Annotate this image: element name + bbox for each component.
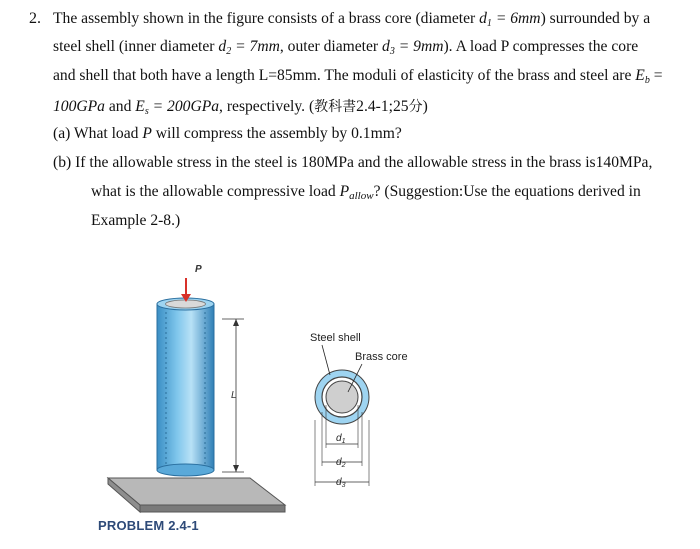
math-expression: 100GPa [53, 98, 105, 115]
length-label: L [231, 390, 237, 401]
text-segment: (b) If the allowable stress in the steel is 180MPa and the allowable stress in the brass is140MPa, [53, 154, 653, 171]
problem-number: 2. [29, 10, 41, 27]
text-segment: (a) What load [53, 125, 143, 142]
text-segment: what is the allowable compressive load [91, 183, 340, 200]
math-symbol: P [339, 183, 350, 200]
math-symbol: E [135, 98, 145, 115]
text-segment: and shell that both have a length L=85mm. The moduli of elasticity of the brass and steel are [53, 67, 636, 84]
brass-core-label: Brass core [355, 351, 408, 363]
text-segment: , outer diameter [279, 38, 383, 55]
math-subscript: s [144, 106, 149, 117]
load-label: P [195, 264, 202, 275]
math-symbol: P [142, 125, 152, 142]
math-expression: = 200GPa [148, 98, 220, 115]
math-expression: = [649, 67, 663, 84]
text-segment: ) [422, 98, 428, 115]
math-subscript: allow [349, 190, 374, 202]
text-segment: Example 2-8.) [91, 212, 181, 229]
figure-caption: PROBLEM 2.4-1 [98, 518, 199, 533]
textbook-reference: 教科書 [314, 99, 357, 115]
text-segment: and [104, 98, 136, 115]
base-plate [108, 478, 285, 512]
text-segment: The assembly shown in the figure consists of a brass core (diameter [53, 10, 480, 27]
math-expression: = 9mm [394, 38, 444, 55]
math-subscript: b [644, 75, 650, 86]
math-subscript: 2 [226, 46, 232, 57]
text-segment: steel shell (inner diameter [53, 38, 219, 55]
text-segment: ). A load P compresses the core [443, 38, 639, 55]
math-expression: = 6mm [491, 10, 541, 27]
steel-shell-leader [322, 345, 330, 375]
math-symbol: d [382, 38, 390, 55]
points-label: 分 [408, 99, 423, 115]
text-segment: 2.4-1;25 [356, 98, 409, 115]
math-symbol: d [479, 10, 487, 27]
steel-shell-label: Steel shell [310, 332, 361, 344]
d2-label: $d_2$ [336, 457, 346, 469]
cross-section [315, 370, 369, 424]
d1-label: $d_1$ [336, 433, 346, 445]
math-expression: = 7mm [231, 38, 280, 55]
text-segment: ? (Suggestion:Use the equations derived in [373, 183, 641, 200]
text-segment: will compress the assembly by 0.1mm? [151, 125, 402, 142]
math-subscript: 1 [486, 18, 492, 29]
math-symbol: E [635, 67, 645, 84]
text-segment: , respectively. ( [219, 98, 315, 115]
steel-shell-cylinder [157, 298, 214, 476]
text-segment: ) surrounded by a [540, 10, 651, 27]
d3-label: $d_3$ [336, 477, 346, 489]
math-subscript: 3 [389, 46, 395, 57]
math-symbol: d [218, 38, 227, 55]
